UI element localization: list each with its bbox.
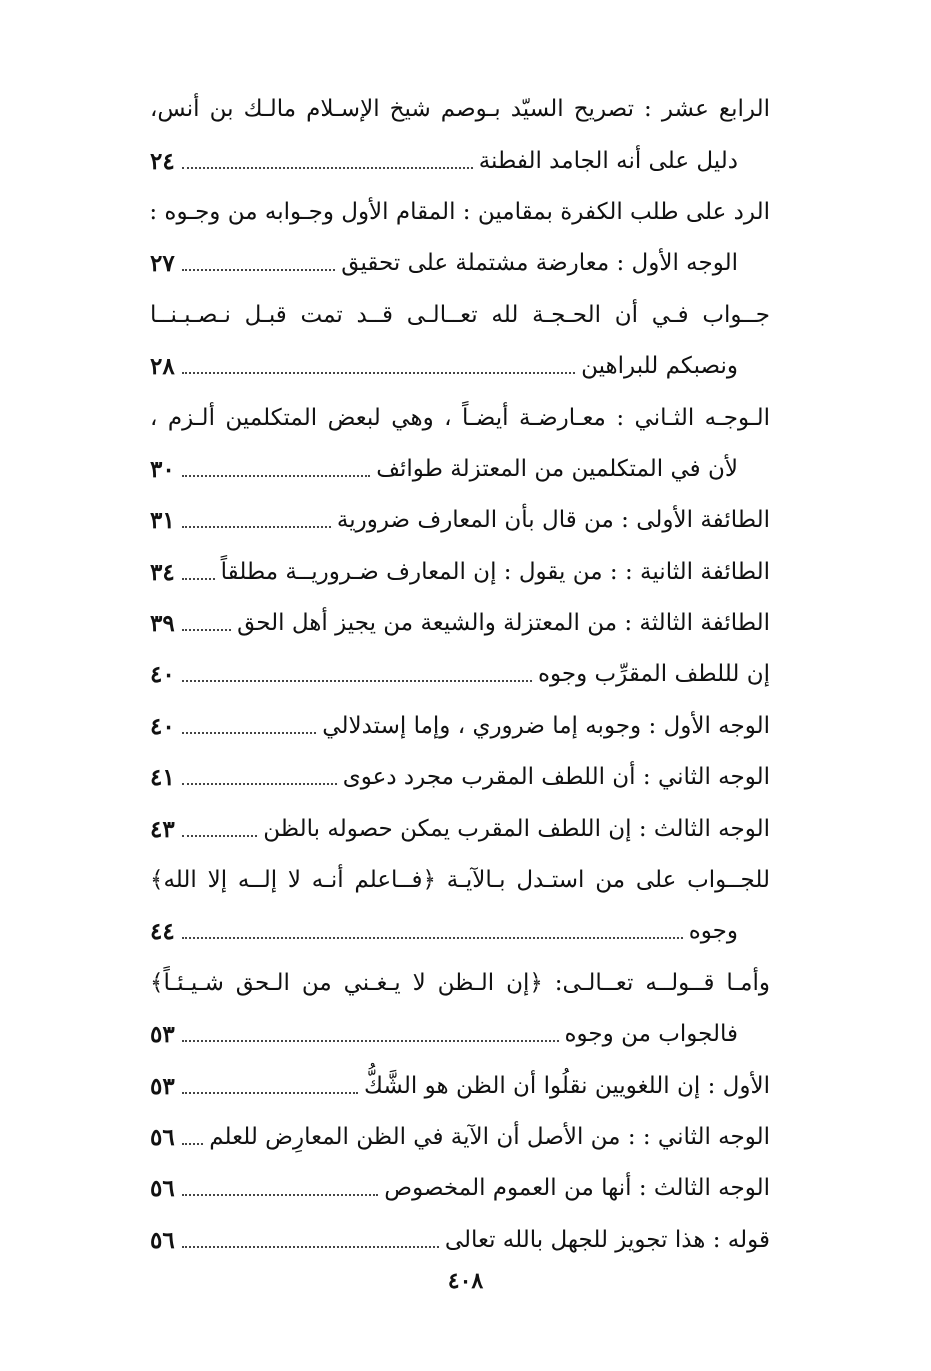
toc-page-number: ٥٣ <box>150 1021 175 1049</box>
toc-entry-title: الوجه الثاني : : من الأصل أن الآية في الظن المعارِض للعلم <box>209 1124 770 1150</box>
dot-leader <box>182 371 575 374</box>
dot-leader <box>182 525 331 528</box>
toc-entry <box>150 135 770 186</box>
toc-entry <box>150 598 770 649</box>
toc-entry <box>150 444 770 495</box>
page-number: ٤٠٨ <box>447 1268 484 1294</box>
dot-leader <box>182 1245 439 1248</box>
toc-page-number: ٥٦ <box>150 1124 175 1151</box>
toc-page-number: ٤٠ <box>150 661 175 689</box>
toc-entry <box>150 341 770 392</box>
toc-entry <box>150 803 770 854</box>
toc-entry-title: الوجه الأول : وجوبه إما ضروري ، وإما إستدلالي <box>322 712 770 739</box>
toc-entry-title: الوجه الثالث : أنها من العموم المخصوص <box>384 1175 770 1202</box>
dot-leader <box>182 474 370 477</box>
toc-entry-title: للجــواب على من استـدل بـالآيـة ﴿فــاعلم أنـه لا إلــه إلا الله﴾ <box>150 867 770 894</box>
dot-leader <box>182 936 683 939</box>
dot-leader <box>182 834 257 837</box>
toc-page-number: ٤٠ <box>150 712 175 740</box>
dot-leader <box>182 268 335 271</box>
toc-entry-title: الطائفة الثانية : : من يقول : إن المعارف ضـروريــة مطلقاً <box>220 558 770 585</box>
toc-page-number: ٥٣ <box>150 1072 175 1100</box>
toc-entry-title: الأول : إن اللغويين نقلُوا أن الظن هو الشَّكُّ <box>364 1072 770 1099</box>
toc-entry-title: جــواب فـي أن الحـجـة لله تعــالـى قــد تمت قبـل نـصـبـنــا <box>150 301 770 328</box>
toc-page-number: ٣٤ <box>150 558 175 586</box>
toc-entry <box>150 1215 770 1266</box>
dot-leader <box>182 679 532 682</box>
toc-page-number: ٢٧ <box>150 250 175 278</box>
toc-entry <box>150 392 770 443</box>
toc-page-number: ٤٣ <box>150 815 175 843</box>
toc-entry <box>150 906 770 957</box>
toc-entry-title: الـوجـه الثـاني : معـارضـة أيضـاً ، وهي لبعض المتكلمين ألـزم ، <box>150 404 770 431</box>
toc-entry <box>150 84 770 135</box>
toc-entry-title: الطائفة الثالثة : من المعتزلة والشيعة من يجيز أهل الحق <box>237 610 770 637</box>
toc-entry <box>150 495 770 546</box>
toc-page-number: ٥٦ <box>150 1226 175 1254</box>
toc-entry-title: الطائفة الأولى : من قال بأن المعارف ضرورية <box>336 507 770 534</box>
toc-entry <box>150 1060 770 1111</box>
toc-entry-title: وأمـا قــولــه تعــالـى: ﴿إن الـظن لا يـغـني من الـحق شـيـئـاً﴾ <box>150 969 770 996</box>
toc-entry <box>150 752 770 803</box>
toc-entry <box>150 958 770 1009</box>
toc-entry <box>150 1112 770 1163</box>
toc-entry-title: قوله : هذا تجويز للجهل بالله تعالى <box>444 1226 770 1253</box>
table-of-contents <box>150 84 770 1266</box>
toc-page-number: ٣٠ <box>150 455 175 483</box>
toc-entry-title: إن لللطف المقرِّب وجوه <box>537 661 770 688</box>
dot-leader <box>182 731 316 734</box>
dot-leader <box>182 628 231 631</box>
dot-leader <box>182 1142 203 1145</box>
toc-entry-title: فالجواب من وجوه <box>564 1021 738 1048</box>
toc-entry-title: الرابع عشر : تصريح السيّد بـوصم شيخ الإسـلام مالـك بن أنس، <box>150 96 770 123</box>
toc-entry <box>150 855 770 906</box>
dot-leader <box>182 1091 358 1094</box>
toc-entry <box>150 187 770 238</box>
toc-entry-title: دليل على أنه الجامد الفطنة <box>478 147 738 174</box>
toc-page-number: ٤١ <box>150 764 175 792</box>
toc-entry-title: لأن في المتكلمين من المعتزلة طوائف <box>376 455 738 482</box>
toc-entry-title: ونصبكم للبراهين <box>581 353 738 380</box>
toc-entry <box>150 1163 770 1214</box>
toc-page-number: ٣١ <box>150 507 175 535</box>
toc-entry <box>150 1009 770 1060</box>
dot-leader <box>182 577 215 580</box>
toc-entry-title: الوجه الثالث : إن اللطف المقرب يمكن حصوله بالظن <box>263 815 770 842</box>
toc-entry-title: الوجه الثاني : أن اللطف المقرب مجرد دعوى <box>342 764 770 791</box>
toc-entry <box>150 701 770 752</box>
dot-leader <box>182 782 337 785</box>
toc-page-number: ٥٦ <box>150 1175 175 1203</box>
dot-leader <box>182 166 473 169</box>
toc-entry <box>150 547 770 598</box>
toc-page-number: ٢٨ <box>150 353 175 381</box>
toc-entry-title: الرد على طلب الكفرة بمقامين : المقام الأول وجـوابه من وجـوه : <box>149 198 770 225</box>
dot-leader <box>182 1039 559 1042</box>
toc-entry-title: الوجه الأول : معارضة مشتملة على تحقيق <box>341 250 738 277</box>
toc-entry <box>150 290 770 341</box>
toc-page-number: ٣٩ <box>150 610 175 638</box>
toc-entry <box>150 238 770 289</box>
toc-page-number: ٤٤ <box>150 918 175 946</box>
toc-entry <box>150 649 770 700</box>
toc-entry-title: وجوه <box>688 918 738 945</box>
dot-leader <box>182 1193 378 1196</box>
toc-page-number: ٢٤ <box>150 147 175 175</box>
